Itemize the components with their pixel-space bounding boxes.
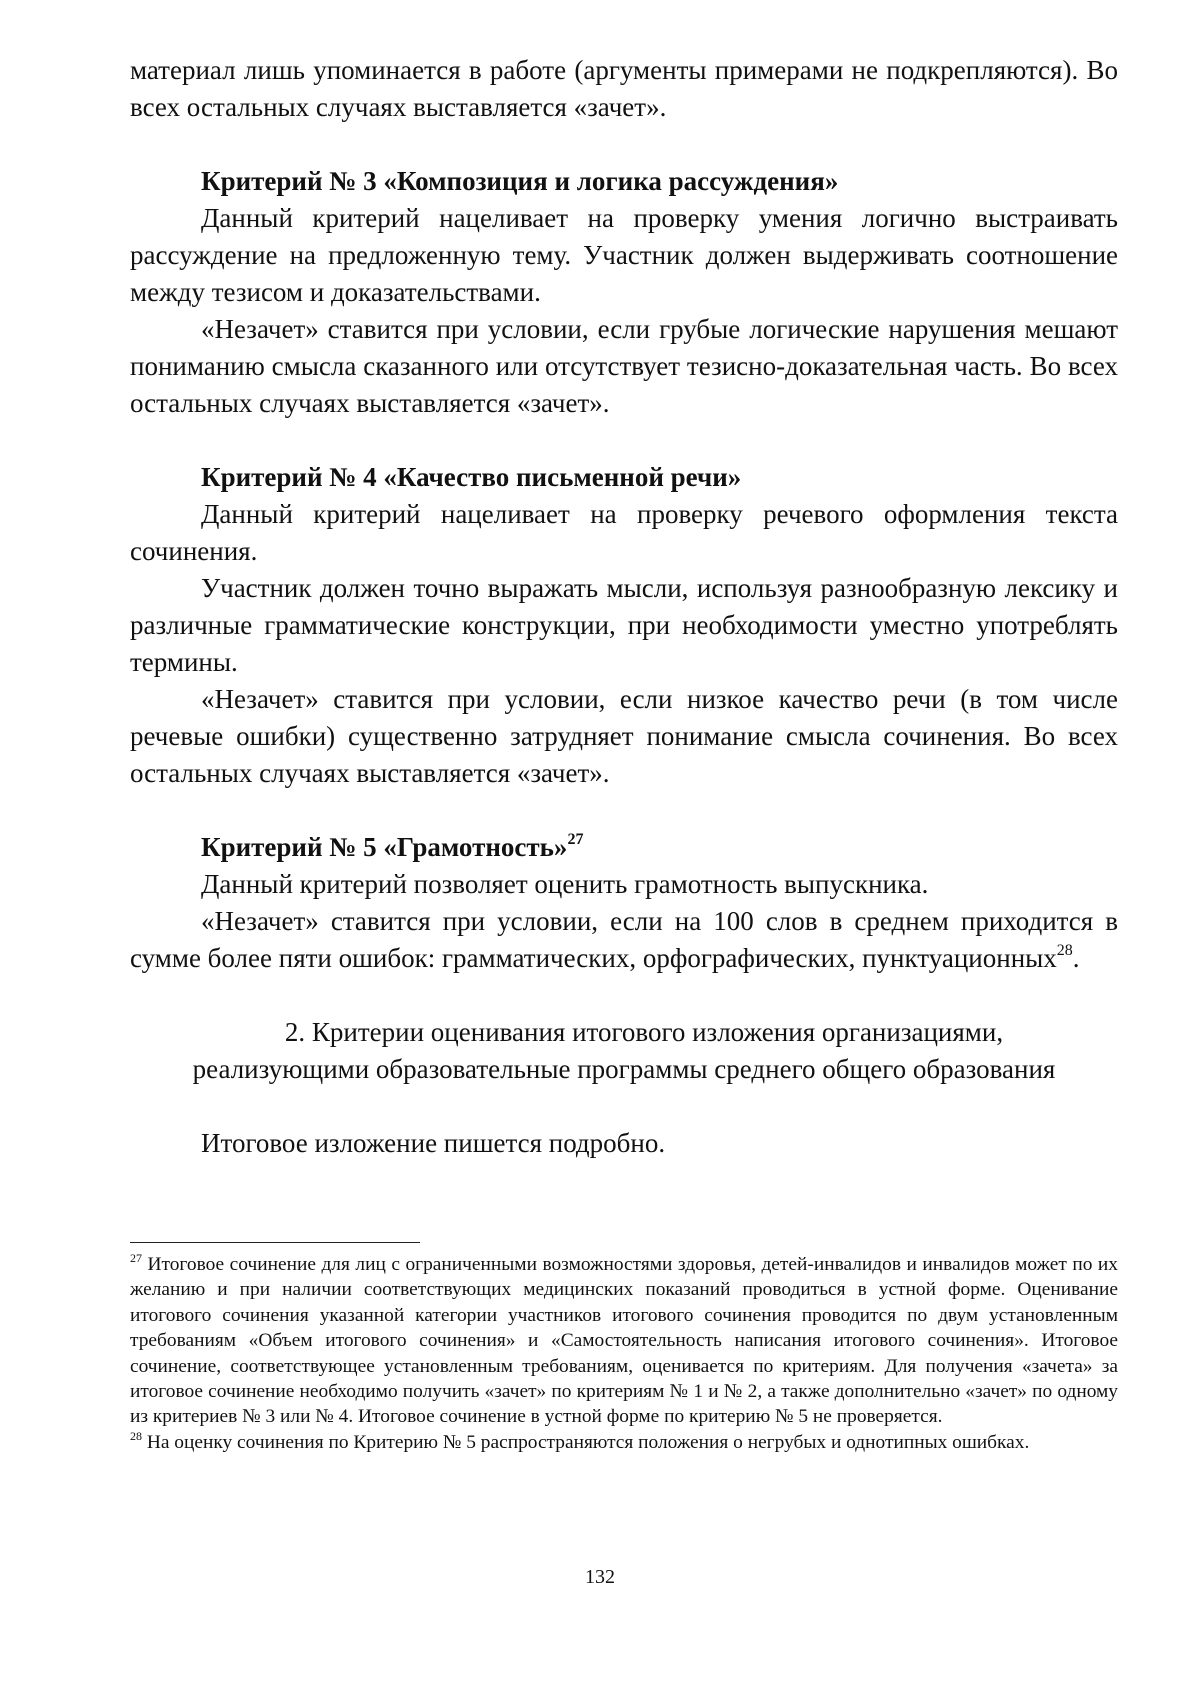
footnotes [130,1252,1118,1455]
document-body [130,52,1118,1162]
criterion-3-paragraph-2: «Незачет» ставится при условии, если грубые логические нарушения мешают пониманию смысла сказанного или отсутствует тезисно-доказательная часть. Во всех остальных случаях выставляется «зачет». [130,314,1118,418]
footnote-27-marker: 27 [130,1251,142,1265]
page-number: 132 [585,1566,615,1588]
criterion-4-paragraph-2: Участник должен точно выражать мысли, используя разнообразную лексику и различные грамматические конструкции, при необходимости уместно употреблять термины. [130,573,1118,677]
footnote-28-marker: 28 [130,1428,142,1443]
section-2-heading-line-1: 2. Критерии оценивания итогового изложения организациями, [284,1017,1004,1047]
intro-paragraph: материал лишь упоминается в работе (аргументы примерами не подкрепляются). Во всех остальных случаях выставляется «зачет». [130,55,1118,122]
footnote-27-text: Итоговое сочинение для лиц с ограниченными возможностями здоровья, детей-инвалидов и инвалидов может по их желанию и при наличии соответствующих медицинских показаний проводиться в устной форме. Оценивание итогового сочинения указанной категории участников итогового сочинения проводится по двум установленным требованиям «Объем итогового сочинения» и «Самостоятельность написания итогового сочинения». Итоговое сочинение, соответствующее установленным требованиям, оценивается по критериям. Для получения «зачета» за итоговое сочинение необходимо получить «зачет» по критериям № 1 и № 2, а также дополнительно «зачет» по одному из критериев № 3 или № 4. Итоговое сочинение в устной форме по критерию № 5 не проверяется. [130,1254,1118,1428]
footnote-27 [130,1252,1118,1430]
footnote-separator [130,1242,420,1243]
criterion-4-heading: Критерий № 4 «Качество письменной речи» [201,462,742,492]
section-2-heading-line-2: реализующими образовательные программы среднего общего образования [192,1054,1056,1084]
criterion-4-paragraph-1: Данный критерий нацеливает на проверку речевого оформления текста сочинения. [130,499,1118,566]
criterion-5-paragraph-1: Данный критерий позволяет оценить грамотность выпускника. [201,869,929,899]
final-paragraph: Итоговое изложение пишется подробно. [201,1128,666,1158]
criterion-5-heading [130,829,1118,866]
criterion-5-paragraph-2-end: . [1072,943,1080,973]
footnote-ref-28[interactable]: 28 [1056,942,1073,959]
footnote-28 [130,1430,1118,1455]
section-2-heading [130,1014,1118,1088]
criterion-5-paragraph-2 [130,903,1118,977]
criterion-4-paragraph-3: «Незачет» ставится при условии, если низкое качество речи (в том числе речевые ошибки) существенно затрудняет понимание смысла сочинения. Во всех остальных случаях выставляется «зачет». [130,684,1118,788]
criterion-3-heading: Критерий № 3 «Композиция и логика рассуждения» [201,166,839,196]
criterion-3-paragraph-1: Данный критерий нацеливает на проверку умения логично выстраивать рассуждение на предложенную тему. Участник должен выдерживать соотношение между тезисом и доказательствами. [130,203,1118,307]
criterion-5-paragraph-2-text: «Незачет» ставится при условии, если на 100 слов в среднем приходится в сумме более пяти ошибок: грамматических, орфографических, пунктуационных [130,906,1118,973]
footnote-28-text: На оценку сочинения по Критерию № 5 распространяются положения о негрубых и однотипных ошибках. [142,1431,1030,1453]
footnote-ref-27[interactable]: 27 [567,831,584,848]
criterion-5-title: Критерий № 5 «Грамотность» [201,832,568,862]
